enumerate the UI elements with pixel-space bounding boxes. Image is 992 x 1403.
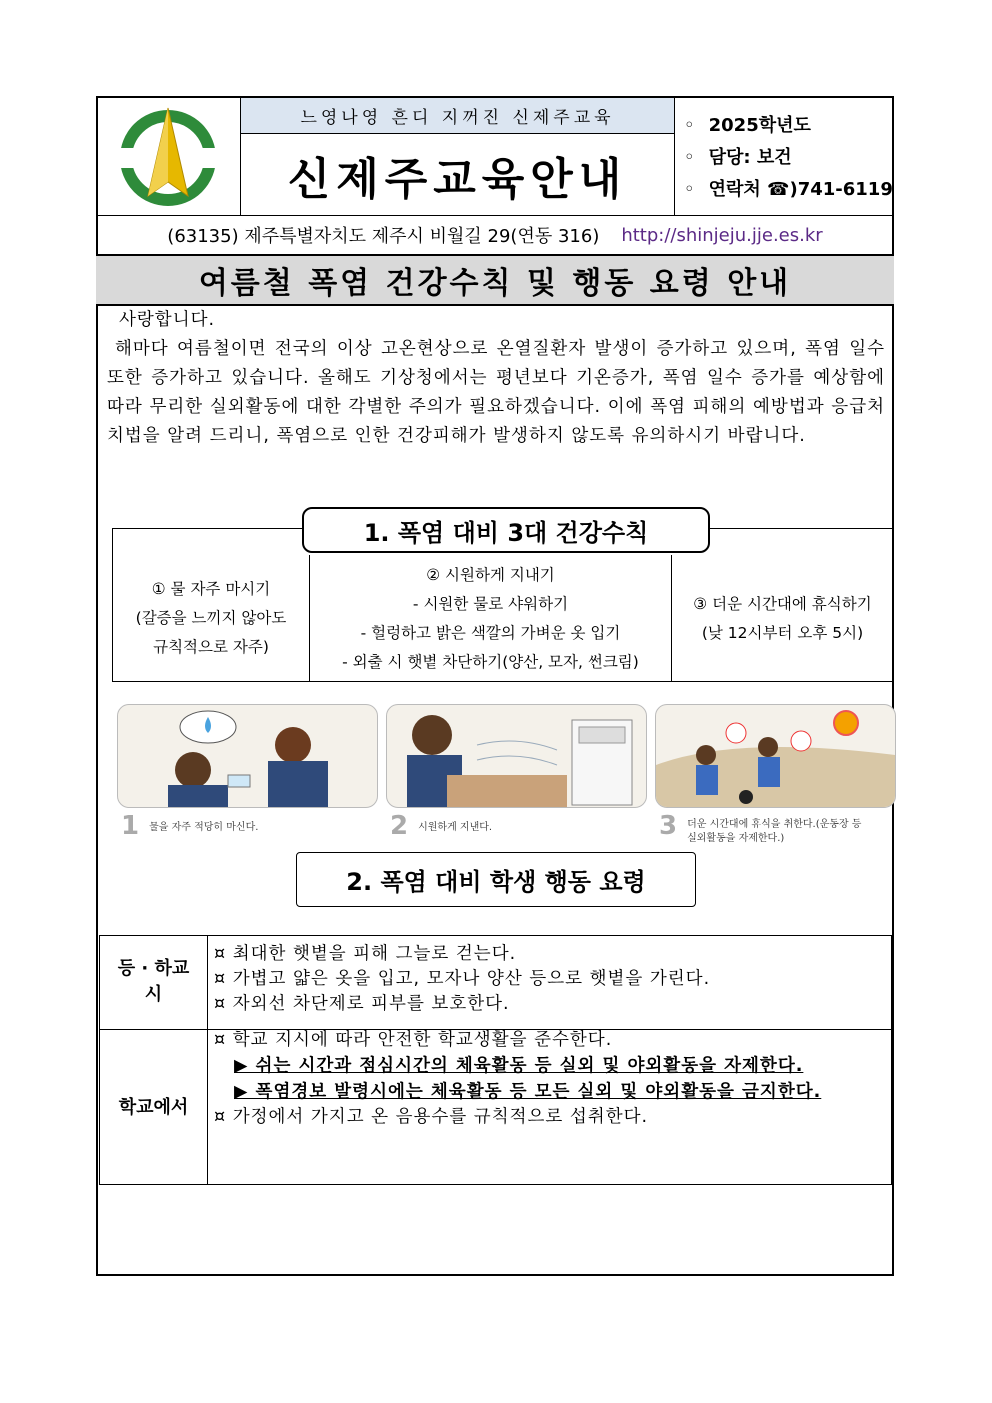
row-items-commute: ¤ 최대한 햇볕을 피해 그늘로 걷는다. ¤ 가볍고 얇은 옷을 입고, 모자나 양산 등으로 햇볕을 가린다. ¤ 자외선 차단제로 피부를 보호한다. bbox=[214, 944, 711, 1014]
address: (63135) 제주특별자치도 제주시 비월길 29(연동 316) bbox=[167, 226, 600, 247]
divider bbox=[674, 98, 675, 215]
caption-1: 1 물을 자주 적당히 마신다. bbox=[121, 811, 259, 841]
meta-contact-person: ◦ 담당: 보건 bbox=[684, 147, 792, 168]
caption-3: 3 더운 시간대에 휴식을 취한다.(운동장 등 실외활동을 자제한다.) bbox=[659, 814, 862, 844]
illustration-resting bbox=[655, 704, 896, 808]
section1-title: 1. 폭염 대비 3대 건강수칙 bbox=[302, 507, 710, 553]
page-title: 신제주교육안내 bbox=[287, 153, 628, 205]
school-url-link[interactable]: http://shinjeju.jje.es.kr bbox=[621, 224, 823, 246]
row-label-school: 학교에서 bbox=[118, 1096, 189, 1118]
address-line bbox=[96, 216, 894, 254]
illustration-staying-cool bbox=[386, 704, 647, 808]
illustration-drinking-water bbox=[117, 704, 378, 808]
tip-rest: ③ 더운 시간대에 휴식하기 (낮 12시부터 오후 5시) bbox=[693, 594, 872, 642]
meta-year: ◦ 2025학년도 bbox=[684, 115, 811, 136]
meta-phone: ◦ 연락처 ☎)741-6119 bbox=[684, 179, 893, 200]
tip-drink-water: ① 물 자주 마시기 (갈증을 느끼지 않아도 규칙적으로 자주) bbox=[135, 580, 287, 656]
school-logo bbox=[96, 96, 241, 215]
section2-title: 2. 폭염 대비 학생 행동 요령 bbox=[296, 852, 696, 907]
row-items-school: ¤ 학교 지시에 따라 안전한 학교생활을 준수한다. ▶ 쉬는 시간과 점심시간의 체육활동 등 실외 및 야외활동을 자제한다. ▶ 폭염경보 발령시에는 체육활동 등 모든 실외 및 야외활동을 금지한다. ¤ 가정에서 가지고 온 음용수를 규칙적으로 섭취한다. bbox=[214, 1030, 822, 1127]
tip-stay-cool: ② 시원하게 지내기 - 시원한 물로 샤워하기 - 헐렁하고 밝은 색깔의 가벼운 옷 입기 - 외출 시 햇볕 차단하기(양산, 모자, 썬크림) bbox=[342, 565, 639, 671]
greeting: 사랑합니다. bbox=[119, 310, 216, 330]
motto: 느영나영 흔디 지꺼진 신제주교육 bbox=[241, 98, 674, 134]
row-label-commute: 등 · 하교 시 bbox=[117, 958, 190, 1005]
notice-banner: 여름철 폭염 건강수칙 및 행동 요령 안내 bbox=[96, 254, 894, 306]
logo-emblem-icon bbox=[96, 96, 241, 215]
intro-text bbox=[107, 306, 885, 451]
intro-body: 해마다 여름철이면 전국의 이상 고온현상으로 온열질환자 발생이 증가하고 있으며, 폭염 일수 또한 증가하고 있습니다. 올해도 기상청에서는 평년보다 기온증가, 폭염 일수 증가를 예상함에 따라 무리한 실외활동에 대한 각별한 주의가 필요하겠습니다. 이에 폭염 피해의 예방법과 응급처치법을 알려 드리니, 폭염으로 인한 건강피해가 발생하지 않도록 유의하시기 바랍니다. bbox=[107, 339, 885, 446]
caption-2: 2 시원하게 지낸다. bbox=[390, 811, 493, 841]
